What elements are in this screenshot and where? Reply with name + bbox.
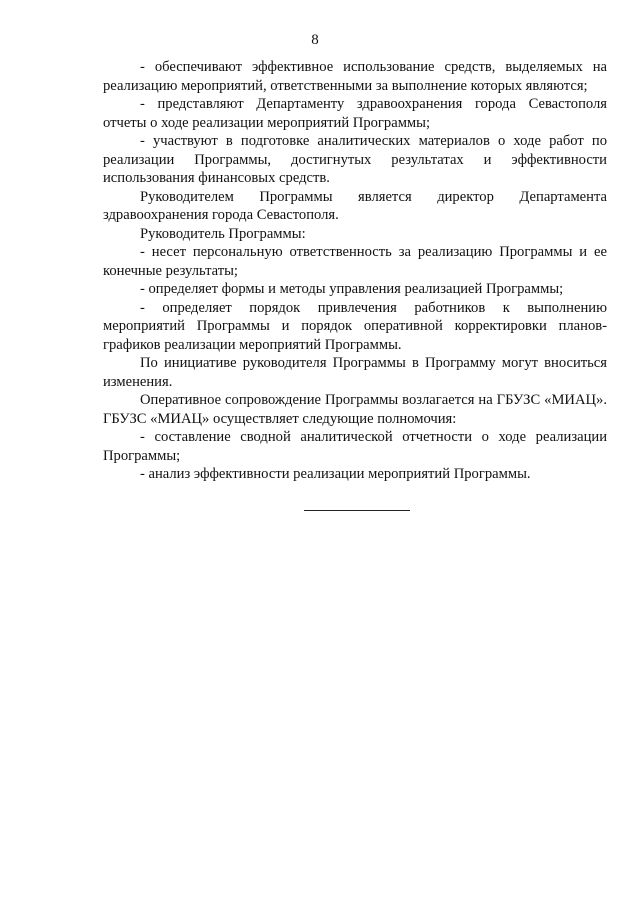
paragraph-efficiency-analysis: - анализ эффективности реализации мероприятий Программы. bbox=[140, 466, 531, 482]
paragraph-funds-usage: - обеспечивают эффективное использование средств, выделяемых на реализацию мероприятий, ответственными за выполнение которых являются; bbox=[103, 59, 607, 94]
paragraph-staff-involvement: - определяет порядок привлечения работников к выполнению мероприятий Программы и порядок оперативной корректировки планов-графиков реализации мероприятий Программы. bbox=[103, 299, 607, 353]
end-separator-line bbox=[304, 510, 410, 511]
paragraph-changes: По инициативе руководителя Программы в Программу могут вноситься изменения. bbox=[103, 355, 607, 390]
document-body bbox=[103, 58, 607, 484]
paragraph-management-methods: - определяет формы и методы управления реализацией Программы; bbox=[140, 281, 564, 297]
paragraph-program-head: Руководителем Программы является директор Департамента здравоохранения города Севастополя. bbox=[103, 188, 607, 223]
paragraph-consolidated-reporting: - составление сводной аналитической отчетности о ходе реализации Программы; bbox=[103, 429, 607, 464]
paragraph-reports: - представляют Департаменту здравоохранения города Севастополя отчеты о ходе реализации мероприятий Программы; bbox=[103, 96, 607, 131]
paragraph-head-duties-intro: Руководитель Программы: bbox=[140, 225, 306, 242]
paragraph-operational-support: Оперативное сопровождение Программы возлагается на ГБУЗС «МИАЦ». ГБУЗС «МИАЦ» осуществляет следующие полномочия: bbox=[103, 392, 607, 427]
paragraph-responsibility: - несет персональную ответственность за реализацию Программы и ее конечные результаты; bbox=[103, 244, 607, 279]
page-number: 8 bbox=[311, 32, 319, 48]
paragraph-analytics: - участвуют в подготовке аналитических материалов о ходе работ по реализации Программы, достигнутых результатах и эффективности использования финансовых средств. bbox=[103, 133, 607, 186]
